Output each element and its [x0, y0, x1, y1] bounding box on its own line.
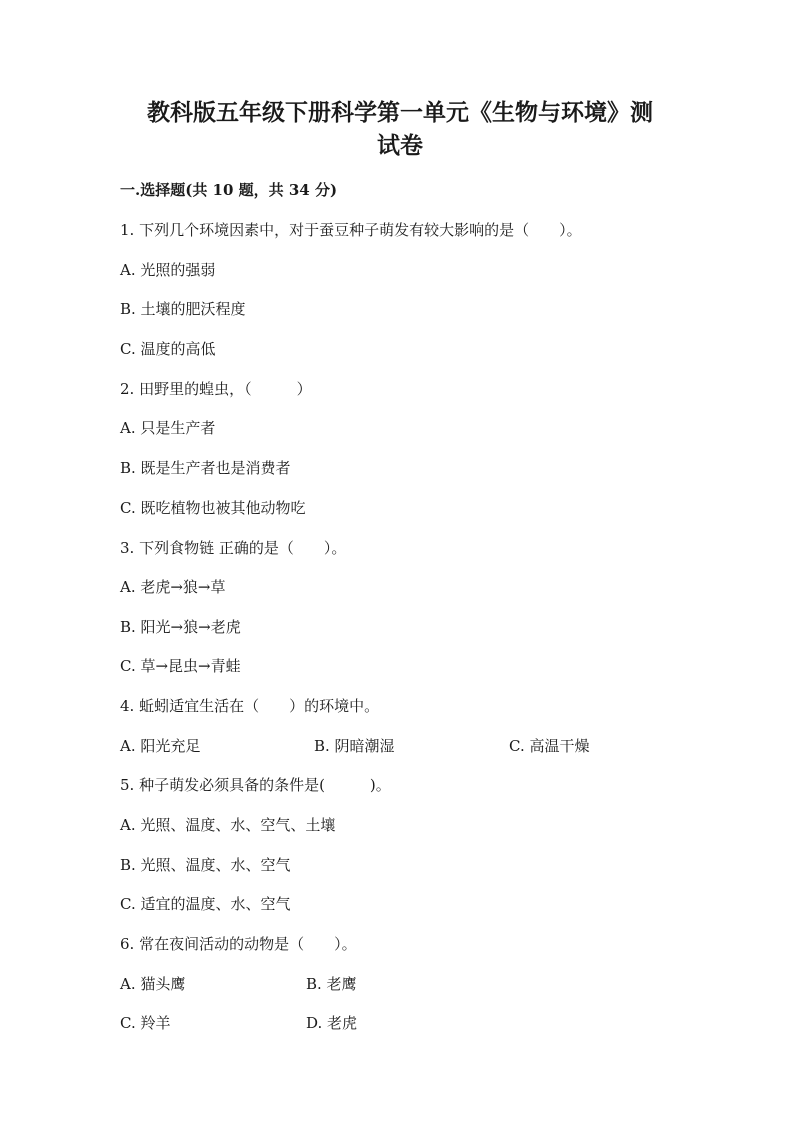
- question-6-option-b: B. 老鹰: [306, 975, 357, 993]
- question-3-text: 3. 下列食物链 正确的是（ ）。: [120, 539, 347, 557]
- question-3-option-c: C. 草→昆虫→青蛙: [120, 657, 241, 675]
- question-1-text: 1. 下列几个环境因素中，对于蚕豆种子萌发有较大影响的是（ ）。: [120, 221, 582, 239]
- question-6-option-a: A. 猫头鹰: [120, 975, 186, 993]
- question-6-text: 6. 常在夜间活动的动物是（ ）。: [120, 935, 357, 953]
- question-5-option-b: B. 光照、温度、水、空气: [120, 856, 291, 874]
- question-4-text: 4. 蚯蚓适宜生活在（ ）的环境中。: [120, 697, 380, 715]
- exam-title-line-2: 试卷: [377, 132, 423, 159]
- question-5-option-c: C. 适宜的温度、水、空气: [120, 895, 291, 913]
- question-3-option-b: B. 阳光→狼→老虎: [120, 618, 241, 636]
- question-5-text: 5. 种子萌发必须具备的条件是( )。: [120, 776, 391, 794]
- question-5-option-a: A. 光照、温度、水、空气、土壤: [120, 816, 336, 834]
- question-6-option-d: D. 老虎: [306, 1014, 358, 1032]
- question-2-option-a: A. 只是生产者: [120, 419, 216, 437]
- section-heading: 一.选择题(共 10 题，共 34 分): [120, 181, 338, 199]
- question-6-option-c: C. 羚羊: [120, 1014, 171, 1032]
- exam-title: [110, 96, 690, 162]
- question-2-option-c: C. 既吃植物也被其他动物吃: [120, 499, 306, 517]
- question-1-option-b: B. 土壤的肥沃程度: [120, 300, 246, 318]
- question-2-text: 2. 田野里的蝗虫，（ ）: [120, 380, 312, 398]
- question-3-option-a: A. 老虎→狼→草: [120, 578, 226, 596]
- question-2-option-b: B. 既是生产者也是消费者: [120, 459, 291, 477]
- exam-title-line-1: 教科版五年级下册科学第一单元《生物与环境》测: [147, 99, 653, 126]
- question-1-option-c: C. 温度的高低: [120, 340, 216, 358]
- question-4-option-c: C. 高温干燥: [509, 737, 590, 755]
- question-4-option-a: A. 阳光充足: [120, 737, 201, 755]
- question-1-option-a: A. 光照的强弱: [120, 261, 216, 279]
- question-4-option-b: B. 阴暗潮湿: [314, 737, 395, 755]
